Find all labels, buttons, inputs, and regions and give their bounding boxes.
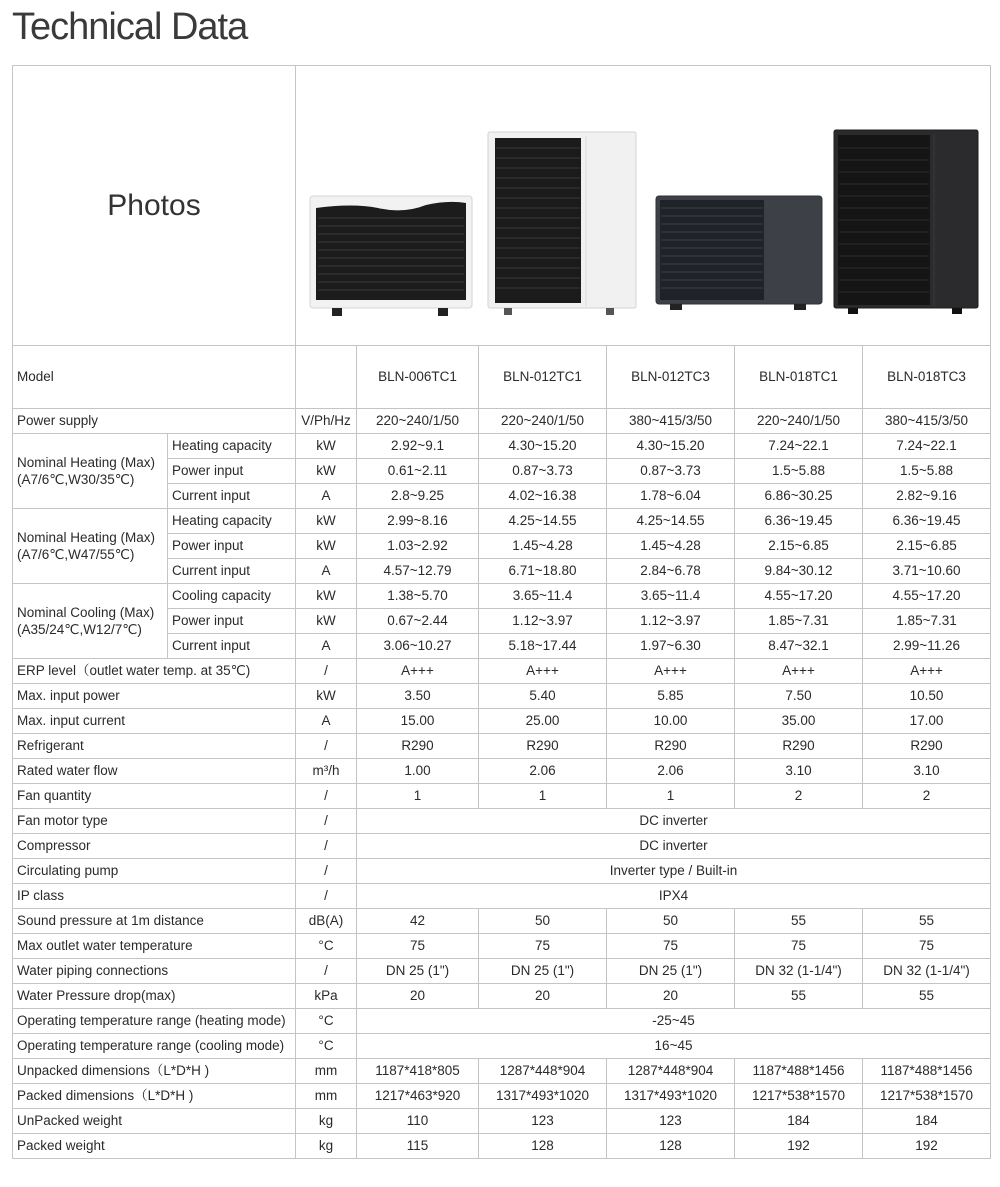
group-label-line2: (A7/6℃,W47/55℃): [17, 547, 135, 562]
unit-cell: /: [296, 959, 357, 984]
group-label-line1: Nominal Heating (Max): [17, 455, 156, 470]
row-label: Fan motor type: [13, 809, 296, 834]
sub-row-label: Current input: [168, 484, 296, 509]
value-cell: 50: [607, 909, 735, 934]
value-cell: 1187*418*805: [357, 1059, 479, 1084]
value-cell: 1: [357, 784, 479, 809]
row-label: Rated water flow: [13, 759, 296, 784]
value-cell: 42: [357, 909, 479, 934]
value-cell: 1317*493*1020: [479, 1084, 607, 1109]
row-label: ERP level（outlet water temp. at 35℃): [13, 659, 296, 684]
value-cell: 6.36~19.45: [735, 509, 863, 534]
row-label: UnPacked weight: [13, 1109, 296, 1134]
merged-value-cell: DC inverter: [357, 809, 991, 834]
value-cell: 1.03~2.92: [357, 534, 479, 559]
value-cell: 5.85: [607, 684, 735, 709]
value-cell: R290: [357, 734, 479, 759]
value-cell: 1.12~3.97: [607, 609, 735, 634]
value-cell: 1.85~7.31: [863, 609, 991, 634]
value-cell: 75: [863, 934, 991, 959]
table-row: [13, 1009, 991, 1034]
value-cell: 3.50: [357, 684, 479, 709]
value-cell: 1287*448*904: [479, 1059, 607, 1084]
table-row: [13, 659, 991, 684]
unit-cell: °C: [296, 1009, 357, 1034]
value-cell: 2.99~11.26: [863, 634, 991, 659]
value-cell: 2: [735, 784, 863, 809]
table-row: [13, 784, 991, 809]
value-cell: 10.50: [863, 684, 991, 709]
table-row: [13, 409, 991, 434]
table-row: [13, 909, 991, 934]
value-cell: 7.24~22.1: [863, 434, 991, 459]
value-cell: 3.65~11.4: [607, 584, 735, 609]
value-cell: 35.00: [735, 709, 863, 734]
table-row: [13, 809, 991, 834]
value-cell: 1.5~5.88: [863, 459, 991, 484]
value-cell: 123: [479, 1109, 607, 1134]
value-cell: 1187*488*1456: [863, 1059, 991, 1084]
value-cell: 1.45~4.28: [479, 534, 607, 559]
heat-pump-photo-3: [654, 194, 824, 312]
row-label: Max. input current: [13, 709, 296, 734]
model-name: BLN-006TC1: [357, 346, 479, 409]
group-label: [13, 584, 168, 659]
value-cell: DN 25 (1"): [607, 959, 735, 984]
value-cell: 4.30~15.20: [607, 434, 735, 459]
technical-data-table: [12, 65, 991, 1159]
row-label: Operating temperature range (heating mode): [13, 1009, 296, 1034]
unit-cell: mm: [296, 1084, 357, 1109]
value-cell: 128: [607, 1134, 735, 1159]
value-cell: 1: [607, 784, 735, 809]
row-label: IP class: [13, 884, 296, 909]
unit-cell: /: [296, 784, 357, 809]
unit-cell: /: [296, 734, 357, 759]
unit-cell: °C: [296, 934, 357, 959]
sub-row-label: Current input: [168, 634, 296, 659]
value-cell: 2.82~9.16: [863, 484, 991, 509]
value-cell: 7.24~22.1: [735, 434, 863, 459]
unit-cell: kPa: [296, 984, 357, 1009]
group-label-line1: Nominal Cooling (Max): [17, 605, 155, 620]
table-row: [13, 684, 991, 709]
value-cell: 2.06: [479, 759, 607, 784]
value-cell: A+++: [863, 659, 991, 684]
page-title: Technical Data: [12, 6, 248, 48]
value-cell: 192: [863, 1134, 991, 1159]
row-label: Water Pressure drop(max): [13, 984, 296, 1009]
value-cell: 4.25~14.55: [607, 509, 735, 534]
value-cell: 184: [863, 1109, 991, 1134]
unit-cell: kW: [296, 434, 357, 459]
value-cell: 1.85~7.31: [735, 609, 863, 634]
value-cell: 0.61~2.11: [357, 459, 479, 484]
value-cell: 3.06~10.27: [357, 634, 479, 659]
merged-value-cell: 16~45: [357, 1034, 991, 1059]
value-cell: 192: [735, 1134, 863, 1159]
sub-row-label: Power input: [168, 534, 296, 559]
row-label: Refrigerant: [13, 734, 296, 759]
unit-cell: °C: [296, 1034, 357, 1059]
photos-label: Photos: [13, 66, 296, 346]
value-cell: 15.00: [357, 709, 479, 734]
row-label: Packed weight: [13, 1134, 296, 1159]
unit-cell: kW: [296, 584, 357, 609]
value-cell: 123: [607, 1109, 735, 1134]
unit-cell: kg: [296, 1109, 357, 1134]
model-row: [13, 346, 991, 409]
value-cell: 1287*448*904: [607, 1059, 735, 1084]
value-cell: 75: [735, 934, 863, 959]
sub-row-label: Current input: [168, 559, 296, 584]
product-photos: [296, 66, 990, 345]
unit-cell: m³/h: [296, 759, 357, 784]
table-row: [13, 709, 991, 734]
value-cell: 1.00: [357, 759, 479, 784]
group-label-line2: (A7/6℃,W30/35℃): [17, 472, 135, 487]
unit-cell: kW: [296, 609, 357, 634]
photo-cell: [296, 66, 991, 346]
value-cell: DN 32 (1-1/4"): [863, 959, 991, 984]
value-cell: R290: [735, 734, 863, 759]
value-cell: 1217*538*1570: [735, 1084, 863, 1109]
photo-row: [13, 66, 991, 346]
value-cell: 25.00: [479, 709, 607, 734]
value-cell: 4.02~16.38: [479, 484, 607, 509]
value-cell: 20: [607, 984, 735, 1009]
table-row: [13, 734, 991, 759]
unit-cell: A: [296, 709, 357, 734]
table-row: [13, 884, 991, 909]
merged-value-cell: DC inverter: [357, 834, 991, 859]
value-cell: 220~240/1/50: [357, 409, 479, 434]
value-cell: A+++: [607, 659, 735, 684]
value-cell: 1.45~4.28: [607, 534, 735, 559]
table-row: [13, 1084, 991, 1109]
unit-cell: /: [296, 809, 357, 834]
row-label: Unpacked dimensions（L*D*H ): [13, 1059, 296, 1084]
value-cell: 5.40: [479, 684, 607, 709]
table-row: [13, 1059, 991, 1084]
value-cell: 55: [863, 909, 991, 934]
value-cell: 20: [357, 984, 479, 1009]
value-cell: 75: [607, 934, 735, 959]
group-label: [13, 509, 168, 584]
table-row: [13, 509, 991, 534]
unit-cell: A: [296, 634, 357, 659]
value-cell: 17.00: [863, 709, 991, 734]
row-label: Compressor: [13, 834, 296, 859]
value-cell: 55: [735, 984, 863, 1009]
value-cell: 1187*488*1456: [735, 1059, 863, 1084]
value-cell: 4.57~12.79: [357, 559, 479, 584]
table-row: [13, 1134, 991, 1159]
model-name: BLN-018TC3: [863, 346, 991, 409]
group-label-line2: (A35/24℃,W12/7℃): [17, 622, 142, 637]
row-label: Max outlet water temperature: [13, 934, 296, 959]
value-cell: DN 25 (1"): [479, 959, 607, 984]
unit-cell: /: [296, 859, 357, 884]
value-cell: 2.06: [607, 759, 735, 784]
value-cell: 220~240/1/50: [479, 409, 607, 434]
unit-cell: [296, 346, 357, 409]
value-cell: 128: [479, 1134, 607, 1159]
unit-cell: V/Ph/Hz: [296, 409, 357, 434]
value-cell: 2: [863, 784, 991, 809]
unit-cell: kW: [296, 459, 357, 484]
table-row: [13, 859, 991, 884]
row-label: Fan quantity: [13, 784, 296, 809]
value-cell: 1217*463*920: [357, 1084, 479, 1109]
value-cell: 75: [357, 934, 479, 959]
value-cell: 7.50: [735, 684, 863, 709]
table-row: [13, 1034, 991, 1059]
value-cell: 0.67~2.44: [357, 609, 479, 634]
value-cell: A+++: [357, 659, 479, 684]
value-cell: 3.10: [863, 759, 991, 784]
sub-row-label: Power input: [168, 459, 296, 484]
unit-cell: /: [296, 659, 357, 684]
unit-cell: A: [296, 484, 357, 509]
unit-cell: kW: [296, 509, 357, 534]
unit-cell: kW: [296, 684, 357, 709]
model-name: BLN-012TC1: [479, 346, 607, 409]
value-cell: 2.15~6.85: [863, 534, 991, 559]
merged-value-cell: -25~45: [357, 1009, 991, 1034]
value-cell: 0.87~3.73: [607, 459, 735, 484]
value-cell: 4.25~14.55: [479, 509, 607, 534]
table-row: [13, 959, 991, 984]
value-cell: 4.30~15.20: [479, 434, 607, 459]
value-cell: 1.38~5.70: [357, 584, 479, 609]
value-cell: 20: [479, 984, 607, 1009]
sub-row-label: Cooling capacity: [168, 584, 296, 609]
value-cell: 0.87~3.73: [479, 459, 607, 484]
value-cell: 380~415/3/50: [863, 409, 991, 434]
row-label: Power supply: [13, 409, 296, 434]
value-cell: 3.71~10.60: [863, 559, 991, 584]
value-cell: 2.99~8.16: [357, 509, 479, 534]
value-cell: 2.8~9.25: [357, 484, 479, 509]
value-cell: 5.18~17.44: [479, 634, 607, 659]
value-cell: 115: [357, 1134, 479, 1159]
heat-pump-photo-1: [308, 194, 474, 319]
value-cell: R290: [479, 734, 607, 759]
row-label: Max. input power: [13, 684, 296, 709]
value-cell: 1217*538*1570: [863, 1084, 991, 1109]
value-cell: 4.55~17.20: [735, 584, 863, 609]
row-label: Sound pressure at 1m distance: [13, 909, 296, 934]
row-label: Operating temperature range (cooling mode): [13, 1034, 296, 1059]
value-cell: 4.55~17.20: [863, 584, 991, 609]
row-label: Water piping connections: [13, 959, 296, 984]
value-cell: 380~415/3/50: [607, 409, 735, 434]
value-cell: A+++: [479, 659, 607, 684]
table-row: [13, 934, 991, 959]
heat-pump-photo-2: [486, 130, 638, 318]
table-row: [13, 759, 991, 784]
sub-row-label: Heating capacity: [168, 509, 296, 534]
value-cell: 6.86~30.25: [735, 484, 863, 509]
model-name: BLN-018TC1: [735, 346, 863, 409]
group-label-line1: Nominal Heating (Max): [17, 530, 156, 545]
sub-row-label: Power input: [168, 609, 296, 634]
value-cell: DN 32 (1-1/4"): [735, 959, 863, 984]
value-cell: 50: [479, 909, 607, 934]
value-cell: 1.78~6.04: [607, 484, 735, 509]
table-row: [13, 1109, 991, 1134]
value-cell: 1.5~5.88: [735, 459, 863, 484]
value-cell: 6.71~18.80: [479, 559, 607, 584]
value-cell: R290: [863, 734, 991, 759]
table-row: [13, 984, 991, 1009]
value-cell: 3.10: [735, 759, 863, 784]
unit-cell: A: [296, 559, 357, 584]
value-cell: 110: [357, 1109, 479, 1134]
model-label: Model: [13, 346, 296, 409]
value-cell: DN 25 (1"): [357, 959, 479, 984]
value-cell: 1.97~6.30: [607, 634, 735, 659]
table-row: [13, 834, 991, 859]
heat-pump-photo-4: [832, 128, 980, 316]
value-cell: 220~240/1/50: [735, 409, 863, 434]
value-cell: 9.84~30.12: [735, 559, 863, 584]
value-cell: 6.36~19.45: [863, 509, 991, 534]
value-cell: 8.47~32.1: [735, 634, 863, 659]
value-cell: 1.12~3.97: [479, 609, 607, 634]
value-cell: 2.84~6.78: [607, 559, 735, 584]
value-cell: 1: [479, 784, 607, 809]
unit-cell: /: [296, 884, 357, 909]
unit-cell: /: [296, 834, 357, 859]
unit-cell: kg: [296, 1134, 357, 1159]
value-cell: 3.65~11.4: [479, 584, 607, 609]
sub-row-label: Heating capacity: [168, 434, 296, 459]
table-row: [13, 434, 991, 459]
merged-value-cell: IPX4: [357, 884, 991, 909]
table-row: [13, 584, 991, 609]
value-cell: 55: [735, 909, 863, 934]
row-label: Circulating pump: [13, 859, 296, 884]
value-cell: 2.15~6.85: [735, 534, 863, 559]
group-label: [13, 434, 168, 509]
value-cell: 55: [863, 984, 991, 1009]
value-cell: 10.00: [607, 709, 735, 734]
unit-cell: kW: [296, 534, 357, 559]
value-cell: R290: [607, 734, 735, 759]
unit-cell: dB(A): [296, 909, 357, 934]
value-cell: A+++: [735, 659, 863, 684]
unit-cell: mm: [296, 1059, 357, 1084]
model-name: BLN-012TC3: [607, 346, 735, 409]
value-cell: 1317*493*1020: [607, 1084, 735, 1109]
value-cell: 184: [735, 1109, 863, 1134]
row-label: Packed dimensions（L*D*H ): [13, 1084, 296, 1109]
merged-value-cell: Inverter type / Built-in: [357, 859, 991, 884]
value-cell: 2.92~9.1: [357, 434, 479, 459]
value-cell: 75: [479, 934, 607, 959]
